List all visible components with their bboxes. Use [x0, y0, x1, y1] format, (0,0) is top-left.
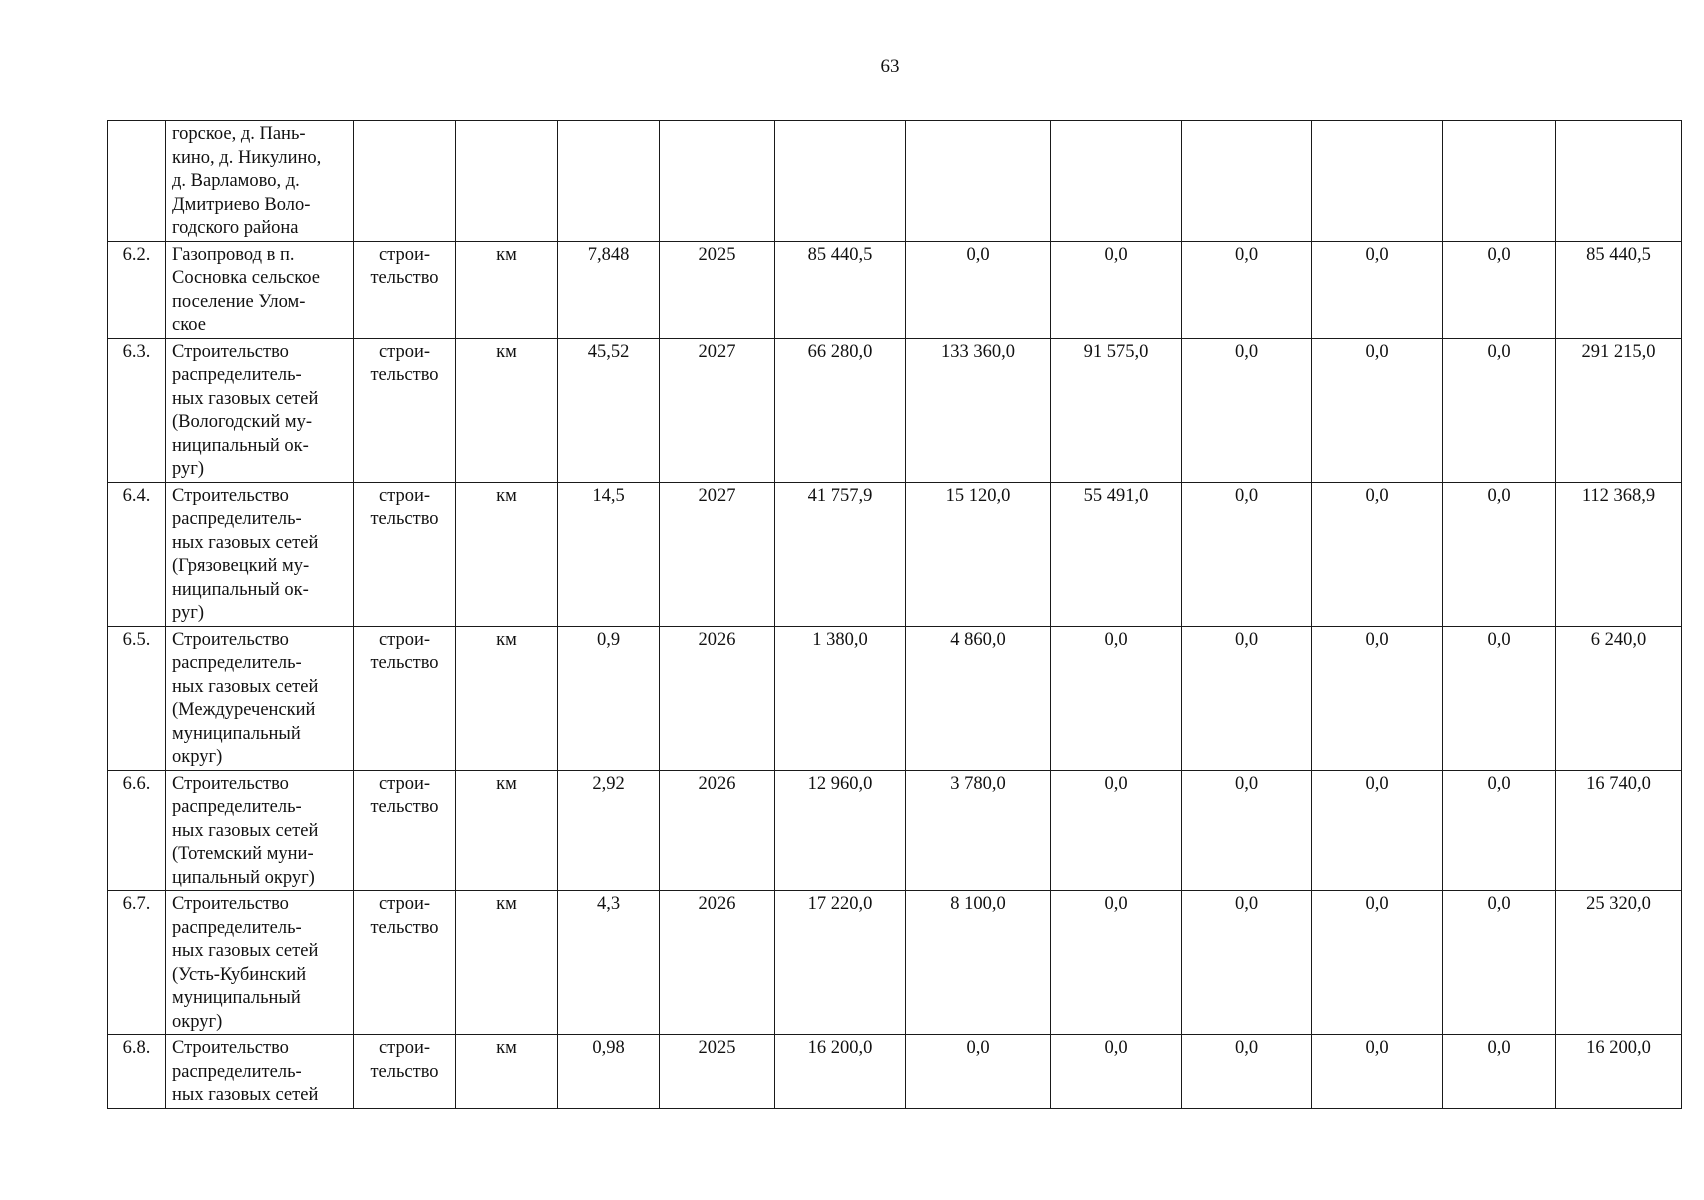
cell-work-type — [354, 338, 456, 482]
cell-object-name — [166, 338, 354, 482]
name-line: д. Варламово, д. — [172, 171, 300, 191]
cell-unit: км — [456, 241, 558, 338]
cell-item-number: 6.8. — [108, 1035, 166, 1109]
name-line: распределитель- — [172, 653, 302, 673]
cell-amount: 8 100,0 — [906, 891, 1051, 1035]
cell-total: 16 200,0 — [1556, 1035, 1682, 1109]
cell-amount: 4 860,0 — [906, 626, 1051, 770]
table-row — [108, 1035, 1682, 1109]
cell-unit — [456, 121, 558, 242]
table-row — [108, 241, 1682, 338]
cell-year: 2026 — [660, 770, 775, 891]
name-line: Строительство — [172, 485, 289, 506]
cell-year: 2026 — [660, 891, 775, 1035]
cell-quantity — [558, 121, 660, 242]
cell-amount: 0,0 — [1182, 770, 1312, 891]
cell-work-type — [354, 241, 456, 338]
work-type-line: строи- — [378, 244, 431, 265]
cell-amount: 0,0 — [1443, 1035, 1556, 1109]
page-number: 63 — [880, 56, 900, 77]
cell-quantity: 2,92 — [558, 770, 660, 891]
cell-amount: 0,0 — [1182, 482, 1312, 626]
cell-object-name — [166, 482, 354, 626]
cell-item-number: 6.3. — [108, 338, 166, 482]
cell-amount: 0,0 — [1312, 482, 1443, 626]
cell-amount — [775, 121, 906, 242]
cell-item-number: 6.7. — [108, 891, 166, 1035]
cell-object-name — [166, 770, 354, 891]
cell-amount — [1182, 121, 1312, 242]
cell-amount: 0,0 — [1443, 891, 1556, 1035]
cell-amount: 0,0 — [1182, 626, 1312, 770]
cell-amount: 0,0 — [1443, 338, 1556, 482]
name-line: муниципальный — [172, 988, 301, 1008]
cell-amount: 0,0 — [906, 241, 1051, 338]
cell-amount: 0,0 — [1182, 1035, 1312, 1109]
cell-amount: 133 360,0 — [906, 338, 1051, 482]
cell-amount: 0,0 — [1182, 338, 1312, 482]
cell-amount: 0,0 — [1182, 891, 1312, 1035]
name-line: ных газовых сетей — [172, 1085, 319, 1105]
cell-work-type — [354, 891, 456, 1035]
cell-amount: 17 220,0 — [775, 891, 906, 1035]
work-type-line: тельство — [370, 365, 439, 385]
cell-unit: км — [456, 770, 558, 891]
cell-amount: 91 575,0 — [1051, 338, 1182, 482]
cell-amount: 0,0 — [1312, 891, 1443, 1035]
cell-object-name — [166, 121, 354, 242]
name-line: Сосновка сельское — [172, 268, 320, 288]
cell-object-name — [166, 891, 354, 1035]
cell-amount — [1051, 121, 1182, 242]
name-line: округ) — [172, 747, 223, 767]
cell-amount: 0,0 — [1312, 1035, 1443, 1109]
name-line: Строительство — [172, 1038, 289, 1058]
name-line: ных газовых сетей — [172, 676, 319, 697]
name-line: распределитель- — [172, 365, 302, 385]
cell-unit: км — [456, 626, 558, 770]
work-type-line: тельство — [370, 797, 439, 817]
cell-unit: км — [456, 1035, 558, 1109]
name-line: Строительство — [172, 894, 289, 914]
cell-work-type — [354, 121, 456, 242]
cell-total: 6 240,0 — [1556, 626, 1682, 770]
name-line: Строительство — [172, 629, 289, 650]
name-line: ниципальный ок- — [172, 435, 309, 456]
cell-year: 2027 — [660, 338, 775, 482]
cell-total — [1556, 121, 1682, 242]
cell-unit: км — [456, 891, 558, 1035]
cell-amount: 41 757,9 — [775, 482, 906, 626]
name-line: (Междуреченский — [172, 700, 316, 720]
cell-item-number: 6.4. — [108, 482, 166, 626]
cell-amount — [1312, 121, 1443, 242]
cell-work-type — [354, 770, 456, 891]
name-line: руг) — [172, 459, 205, 479]
work-type-line: тельство — [370, 509, 439, 529]
cell-amount: 12 960,0 — [775, 770, 906, 891]
work-type-line: тельство — [370, 1061, 439, 1082]
name-line: распределитель- — [172, 797, 302, 817]
cell-total: 25 320,0 — [1556, 891, 1682, 1035]
cell-unit: км — [456, 482, 558, 626]
work-type-line: строи- — [378, 485, 431, 506]
cell-unit: км — [456, 338, 558, 482]
name-line: ципальный округ) — [172, 867, 315, 888]
cell-amount: 0,0 — [1443, 482, 1556, 626]
name-line: поселение Улом- — [172, 291, 306, 312]
cell-object-name — [166, 626, 354, 770]
cell-total: 85 440,5 — [1556, 241, 1682, 338]
cell-amount: 0,0 — [1051, 770, 1182, 891]
table-row — [108, 891, 1682, 1035]
cell-object-name — [166, 241, 354, 338]
cell-amount: 0,0 — [1312, 338, 1443, 482]
work-type-line: тельство — [370, 268, 439, 288]
cell-total: 291 215,0 — [1556, 338, 1682, 482]
table-row — [108, 626, 1682, 770]
cell-quantity: 14,5 — [558, 482, 660, 626]
cell-amount: 0,0 — [1182, 241, 1312, 338]
name-line: горское, д. Пань- — [172, 124, 306, 144]
name-line: Газопровод в п. — [172, 244, 295, 265]
cell-year — [660, 121, 775, 242]
name-line: ское — [172, 315, 206, 335]
work-type-line: строи- — [378, 1038, 431, 1058]
name-line: ных газовых сетей — [172, 532, 319, 553]
cell-amount: 0,0 — [1051, 241, 1182, 338]
name-line: распределитель- — [172, 1061, 302, 1082]
cell-year: 2025 — [660, 241, 775, 338]
cell-total: 112 368,9 — [1556, 482, 1682, 626]
name-line: (Вологодский му- — [172, 412, 312, 432]
cell-amount: 0,0 — [906, 1035, 1051, 1109]
cell-amount — [906, 121, 1051, 242]
cell-quantity: 0,98 — [558, 1035, 660, 1109]
cell-item-number: 6.2. — [108, 241, 166, 338]
cell-item-number — [108, 121, 166, 242]
cell-total: 16 740,0 — [1556, 770, 1682, 891]
name-line: (Усть-Кубинский — [172, 964, 307, 985]
table-row — [108, 121, 1682, 242]
cell-item-number: 6.6. — [108, 770, 166, 891]
name-line: ниципальный ок- — [172, 579, 309, 600]
cell-quantity: 45,52 — [558, 338, 660, 482]
name-line: (Тотемский муни- — [172, 844, 314, 864]
cell-amount: 3 780,0 — [906, 770, 1051, 891]
name-line: округ) — [172, 1011, 223, 1032]
name-line: ных газовых сетей — [172, 820, 319, 841]
cell-year: 2027 — [660, 482, 775, 626]
name-line: распределитель- — [172, 509, 302, 529]
cell-amount — [1443, 121, 1556, 242]
work-type-line: строи- — [378, 894, 431, 914]
work-type-line: тельство — [370, 917, 439, 938]
cell-amount: 1 380,0 — [775, 626, 906, 770]
cell-quantity: 0,9 — [558, 626, 660, 770]
cell-year: 2025 — [660, 1035, 775, 1109]
cell-work-type — [354, 482, 456, 626]
cell-amount: 0,0 — [1443, 626, 1556, 770]
cell-amount: 0,0 — [1443, 770, 1556, 891]
table-row — [108, 338, 1682, 482]
cell-work-type — [354, 1035, 456, 1109]
cell-amount: 0,0 — [1051, 1035, 1182, 1109]
work-type-line: строи- — [378, 629, 431, 650]
name-line: распределитель- — [172, 917, 302, 938]
cell-amount: 0,0 — [1051, 626, 1182, 770]
name-line: руг) — [172, 603, 205, 623]
name-line: ных газовых сетей — [172, 388, 319, 409]
cell-amount: 15 120,0 — [906, 482, 1051, 626]
investment-table — [107, 120, 1682, 1109]
cell-item-number: 6.5. — [108, 626, 166, 770]
work-type-line: строи- — [378, 773, 431, 794]
work-type-line: тельство — [370, 653, 439, 673]
table-row — [108, 770, 1682, 891]
cell-amount: 0,0 — [1312, 770, 1443, 891]
cell-quantity: 4,3 — [558, 891, 660, 1035]
cell-year: 2026 — [660, 626, 775, 770]
cell-amount: 0,0 — [1443, 241, 1556, 338]
cell-work-type — [354, 626, 456, 770]
name-line: Строительство — [172, 341, 289, 362]
cell-amount: 0,0 — [1312, 241, 1443, 338]
work-type-line: строи- — [378, 341, 431, 362]
cell-amount: 66 280,0 — [775, 338, 906, 482]
name-line: Строительство — [172, 773, 289, 794]
name-line: муниципальный — [172, 723, 301, 744]
table-body — [108, 121, 1682, 1109]
cell-amount: 85 440,5 — [775, 241, 906, 338]
name-line: Дмитриево Воло- — [172, 194, 311, 215]
name-line: годского района — [172, 218, 299, 238]
table-row — [108, 482, 1682, 626]
name-line: ных газовых сетей — [172, 941, 319, 961]
cell-amount: 55 491,0 — [1051, 482, 1182, 626]
cell-quantity: 7,848 — [558, 241, 660, 338]
name-line: (Грязовецкий му- — [172, 556, 310, 576]
name-line: кино, д. Никулино, — [172, 147, 322, 168]
cell-amount: 0,0 — [1312, 626, 1443, 770]
cell-amount: 0,0 — [1051, 891, 1182, 1035]
cell-amount: 16 200,0 — [775, 1035, 906, 1109]
cell-object-name — [166, 1035, 354, 1109]
